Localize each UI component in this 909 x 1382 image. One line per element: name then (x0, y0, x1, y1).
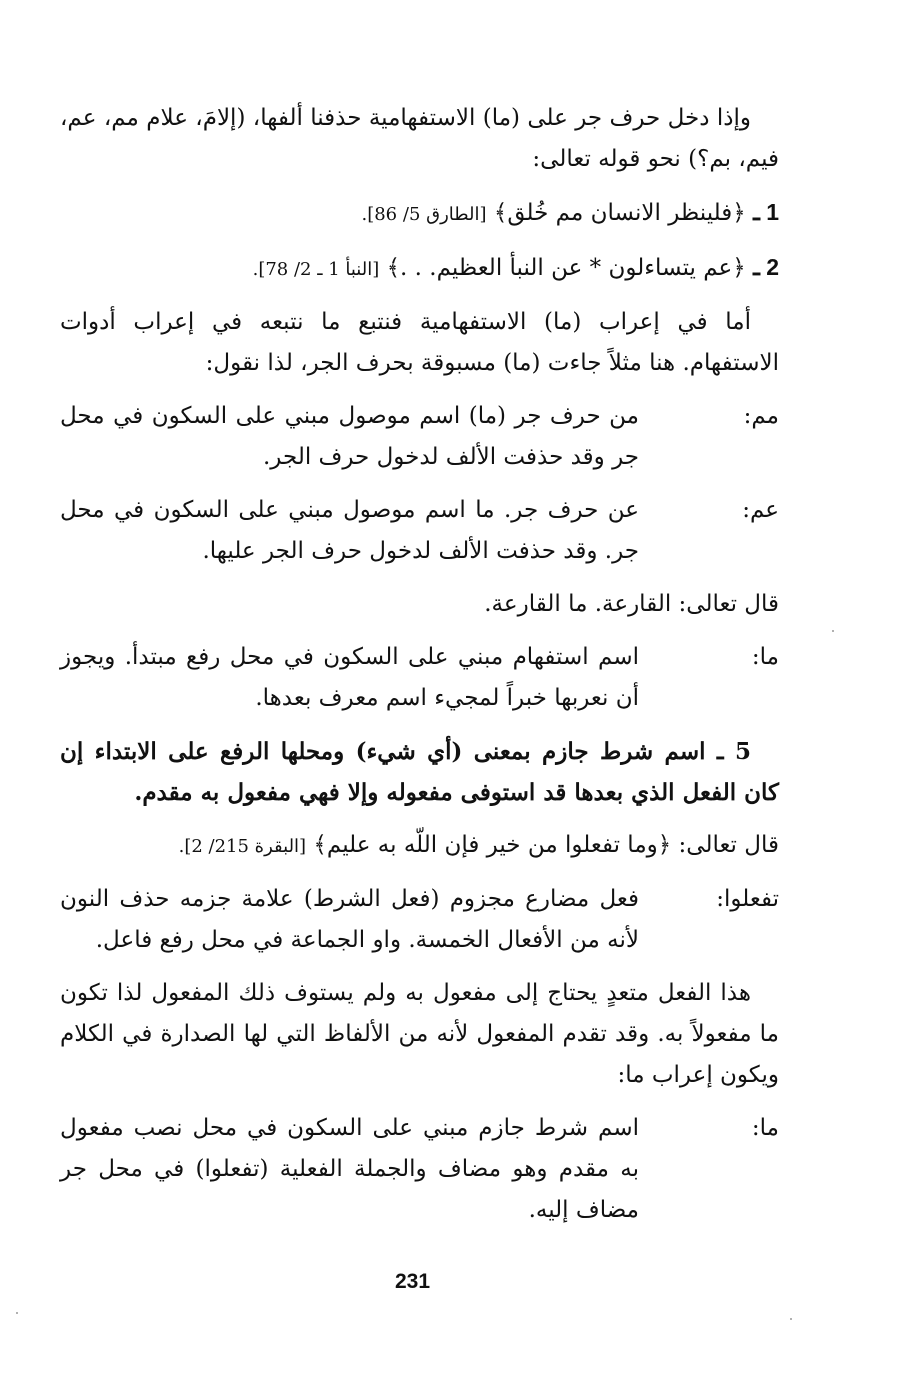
entry-term: ما: (751, 1115, 779, 1141)
entry-description: فعل مضارع مجزوم (فعل الشرط) علامة جزمه حذف النون لأنه من الأفعال الخمسة. واو الجماعة في محل رفع فاعل. (60, 886, 639, 953)
entry-term: عم: (742, 497, 779, 523)
page-body (60, 98, 779, 1243)
scan-speck (832, 630, 834, 632)
verse-2-number: 2 ـ (753, 254, 779, 280)
parsing-entry-mim (60, 396, 779, 478)
verse-1-text: ﴿فلينظر الانسان مم خُلق﴾ (493, 200, 746, 226)
verse-1-reference: [الطارق 5/ 86]. (361, 204, 487, 225)
paragraph-parsing-intro: أما في إعراب (ما) الاستفهامية فنتبع ما نتبعه في إعراب أدوات الاستفهام. هنا مثلاً جاءت (ما) مسبوقة بحرف الجر، لذا نقول: (60, 309, 779, 376)
paragraph-transitive-verb: هذا الفعل متعدٍ يحتاج إلى مفعول به ولم يستوف ذلك المفعول لذا تكون ما مفعولاً به. وقد تقدم المفعول لأنه من الألفاظ التي لها الصدارة في الكلام ويكون إعراب ما: (60, 980, 779, 1088)
entry-term: تفعلوا: (716, 886, 779, 912)
parsing-entry-ma-1 (60, 637, 779, 719)
entry-description: اسم شرط جازم مبني على السكون في محل نصب مفعول به مقدم وهو مضاف والجملة الفعلية (تفعلوا) في محل جر مضاف إليه. (60, 1115, 639, 1223)
quote-baqarah-text: قال تعالى: ﴿وما تفعلوا من خير فإن اللّه به عليم﴾ (313, 832, 779, 858)
verse-1 (60, 192, 779, 235)
parsing-entry-tafalu (60, 879, 779, 961)
scan-speck (790, 1318, 792, 1320)
parsing-entry-ma-2 (60, 1108, 779, 1231)
page-number: 231 (394, 1270, 431, 1293)
verse-2 (60, 247, 779, 290)
quote-baqarah-reference: [البقرة 215/ 2]. (178, 836, 307, 857)
verse-1-number: 1 ـ (753, 199, 779, 225)
entry-term: ما: (751, 644, 779, 670)
entry-description: من حرف جر (ما) اسم موصول مبني على السكون في محل جر وقد حذفت الألف لدخول حرف الجر. (60, 403, 639, 470)
verse-2-reference: [النبأ 1 ـ 2/ 78]. (252, 259, 380, 280)
quote-qariah: قال تعالى: القارعة. ما القارعة. (484, 591, 779, 617)
entry-description: عن حرف جر. ما اسم موصول مبني على السكون في محل جر. وقد حذفت الألف لدخول حرف الجر عليها. (60, 497, 639, 564)
quote-baqarah (60, 825, 779, 867)
entry-description: اسم استفهام مبني على السكون في محل رفع مبتدأ. ويجوز أن نعربها خبراً لمجيء اسم معرف بعدها. (60, 644, 639, 711)
paragraph-intro: وإذا دخل حرف جر على (ما) الاستفهامية حذفنا ألفها، (إلامَ، علام مم، عم، فيم، بم؟) نحو قوله تعالى: (60, 105, 779, 172)
verse-2-text: ﴿عم يتساءلون * عن النبأ العظيم. . .﴾ (386, 255, 746, 281)
scan-speck (16, 1312, 18, 1314)
entry-term: مم: (743, 403, 779, 429)
paragraph-section-5: 5 ـ اسم شرط جازم بمعنى (أي شيء) ومحلها الرفع على الابتداء إن كان الفعل الذي بعدها قد استوفى مفعوله وإلا فهي مفعول به مقدم. (60, 738, 779, 806)
parsing-entry-am (60, 490, 779, 572)
